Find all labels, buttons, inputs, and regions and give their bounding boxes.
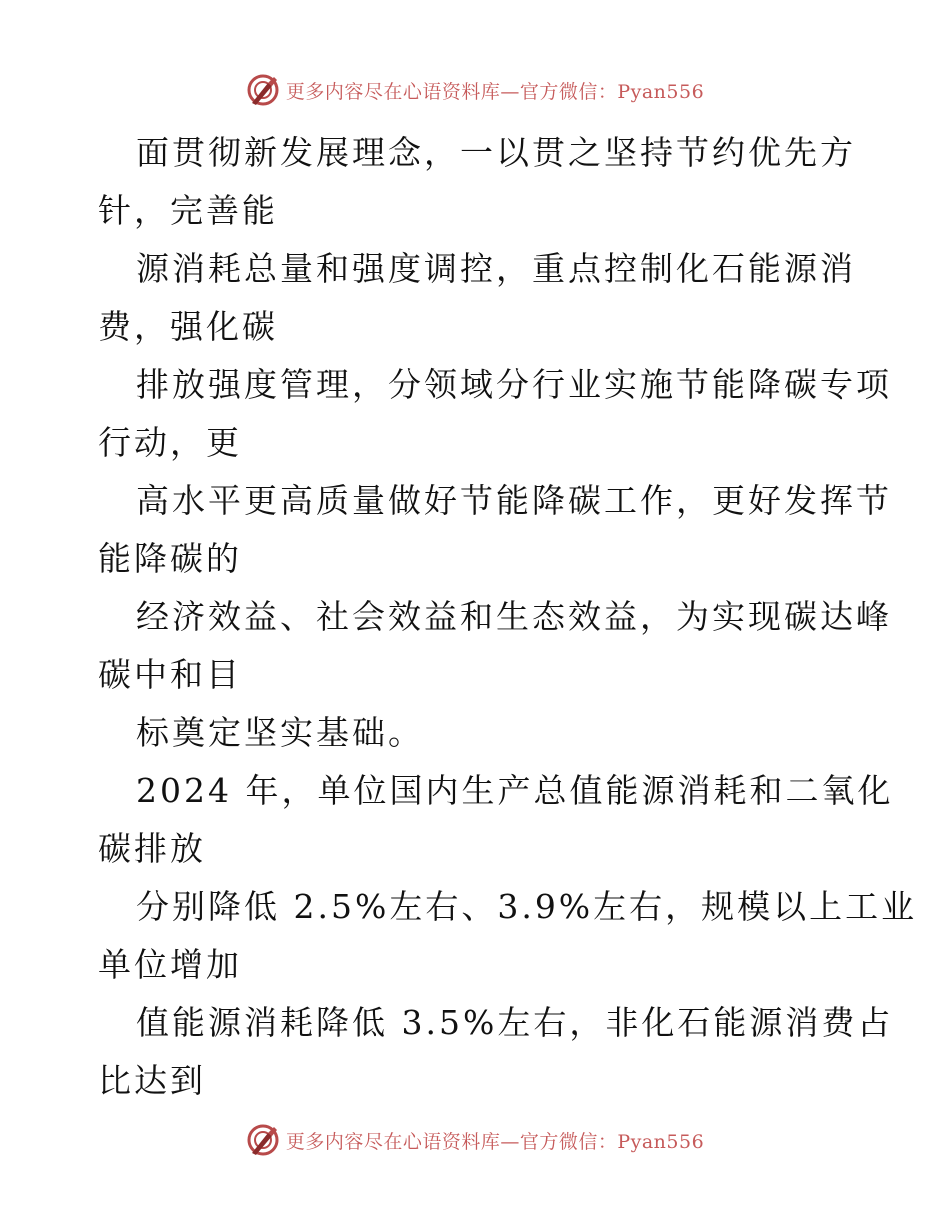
text-line: 比达到	[98, 1061, 206, 1100]
text-line: 费，强化碳	[98, 307, 278, 346]
footer-banner	[0, 1120, 950, 1160]
pen-logo-icon	[246, 1123, 280, 1157]
document-body	[98, 124, 918, 1110]
text-line: 排放强度管理，分领域分行业实施节能降碳专项	[136, 365, 892, 404]
text-line: 能降碳的	[98, 539, 242, 578]
text-line: 2024 年，单位国内生产总值能源消耗和二氧化	[136, 771, 894, 810]
text-line: 值能源消耗降低 3.5%左右，非化石能源消费占	[136, 1003, 894, 1042]
text-line: 行动，更	[98, 423, 242, 462]
header-banner	[0, 70, 950, 110]
text-line: 单位增加	[98, 945, 242, 984]
text-line: 标奠定坚实基础。	[136, 713, 424, 752]
text-line: 源消耗总量和强度调控，重点控制化石能源消	[136, 249, 856, 288]
text-line: 分别降低 2.5%左右、3.9%左右，规模以上工业	[136, 887, 918, 926]
text-line: 针，完善能	[98, 191, 278, 230]
banner-text: 更多内容尽在心语资料库—官方微信：Pyan556	[285, 80, 705, 103]
banner-text: 更多内容尽在心语资料库—官方微信：Pyan556	[285, 1130, 705, 1153]
text-line: 碳排放	[98, 829, 206, 868]
text-line: 经济效益、社会效益和生态效益，为实现碳达峰	[136, 597, 892, 636]
text-line: 碳中和目	[98, 655, 242, 694]
pen-logo-icon	[246, 73, 280, 107]
text-line: 面贯彻新发展理念，一以贯之坚持节约优先方	[136, 133, 856, 172]
text-line: 高水平更高质量做好节能降碳工作，更好发挥节	[136, 481, 892, 520]
